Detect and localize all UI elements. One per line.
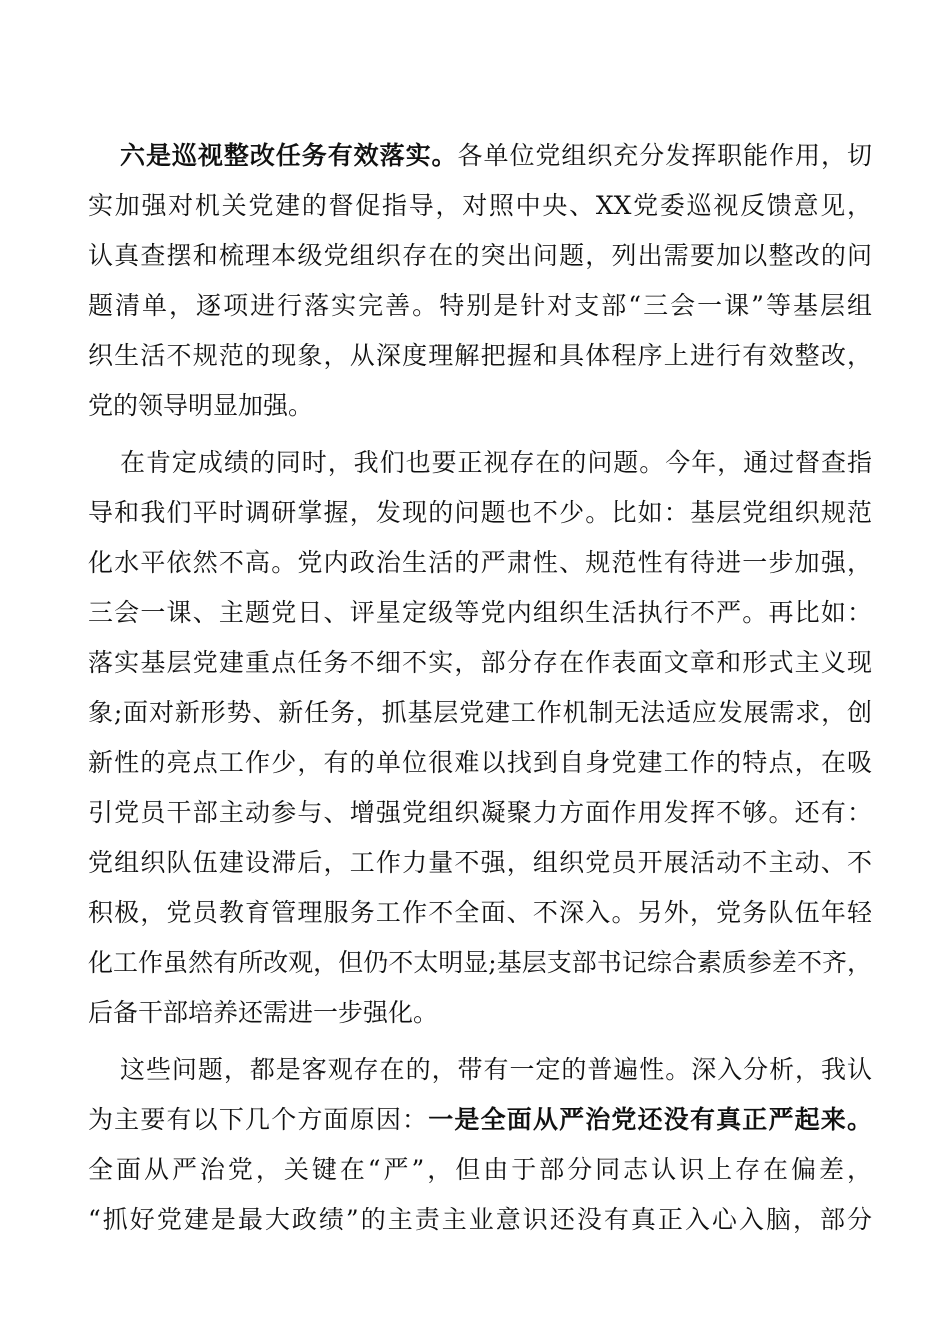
paragraph-line: 积极，党员教育管理服务工作不全面、不深入。另外，党务队伍年轻 <box>88 898 872 927</box>
paragraph-line: “抓好党建是最大政绩”的主责主业意识还没有真正入心入脑，部分 <box>88 1205 872 1234</box>
paragraph-line <box>88 131 872 181</box>
paragraph-line: 引党员干部主动参与、增强党组织凝聚力方面作用发挥不够。还有： <box>88 798 872 827</box>
paragraph-line: 落实基层党建重点任务不细不实，部分存在作表面文章和形式主义现 <box>88 648 872 677</box>
paragraph-gap <box>88 431 872 438</box>
paragraph-inspection-rectification <box>88 131 872 431</box>
paragraph-line: 题清单，逐项进行落实完善。特别是针对支部“三会一课”等基层组 <box>88 291 872 320</box>
cause-one-heading: 一是全面从严治党还没有真正严起来。 <box>428 1105 872 1134</box>
paragraph-line: 实加强对机关党建的督促指导，对照中央、XX党委巡视反馈意见， <box>88 191 872 220</box>
paragraph-existing-problems <box>88 438 872 1038</box>
document-body <box>88 131 872 1245</box>
paragraph-gap <box>88 1038 872 1045</box>
paragraph-line: 象;面对新形势、新任务，抓基层党建工作机制无法适应发展需求，创 <box>88 698 872 727</box>
paragraph-line: 这些问题，都是客观存在的，带有一定的普遍性。深入分析，我认 <box>120 1055 872 1084</box>
paragraph-line: 化工作虽然有所改观，但仍不太明显;基层支部书记综合素质参差不齐， <box>88 948 872 977</box>
paragraph-line: 织生活不规范的现象，从深度理解把握和具体程序上进行有效整改， <box>88 341 872 370</box>
paragraph-line: 在肯定成绩的同时，我们也要正视存在的问题。今年，通过督查指 <box>120 448 872 477</box>
paragraph-line: 后备干部培养还需进一步强化。 <box>88 998 439 1027</box>
paragraph-line: 全面从严治党，关键在“严”，但由于部分同志认识上存在偏差， <box>88 1155 872 1184</box>
paragraph-line: 三会一课、主题党日、评星定级等党内组织生活执行不严。再比如： <box>88 598 872 627</box>
paragraph-line: 党的领导明显加强。 <box>88 391 314 420</box>
paragraph-line: 化水平依然不高。党内政治生活的严肃性、规范性有待进一步加强， <box>88 548 872 577</box>
paragraph-heading: 六是巡视整改任务有效落实。 <box>120 141 458 170</box>
line-text: 为主要有以下几个方面原因： <box>88 1105 429 1134</box>
paragraph-line: 新性的亮点工作少，有的单位很难以找到自身党建工作的特点，在吸 <box>88 748 872 777</box>
paragraph-line: 认真查摆和梳理本级党组织存在的突出问题，列出需要加以整改的问 <box>88 241 872 270</box>
line-text: 各单位党组织充分发挥职能作用，切 <box>457 141 872 170</box>
paragraph-line <box>88 1095 872 1145</box>
paragraph-cause-analysis <box>88 1045 872 1245</box>
paragraph-line: 党组织队伍建设滞后，工作力量不强，组织党员开展活动不主动、不 <box>88 848 872 877</box>
paragraph-line: 导和我们平时调研掌握，发现的问题也不少。比如：基层党组织规范 <box>88 498 872 527</box>
